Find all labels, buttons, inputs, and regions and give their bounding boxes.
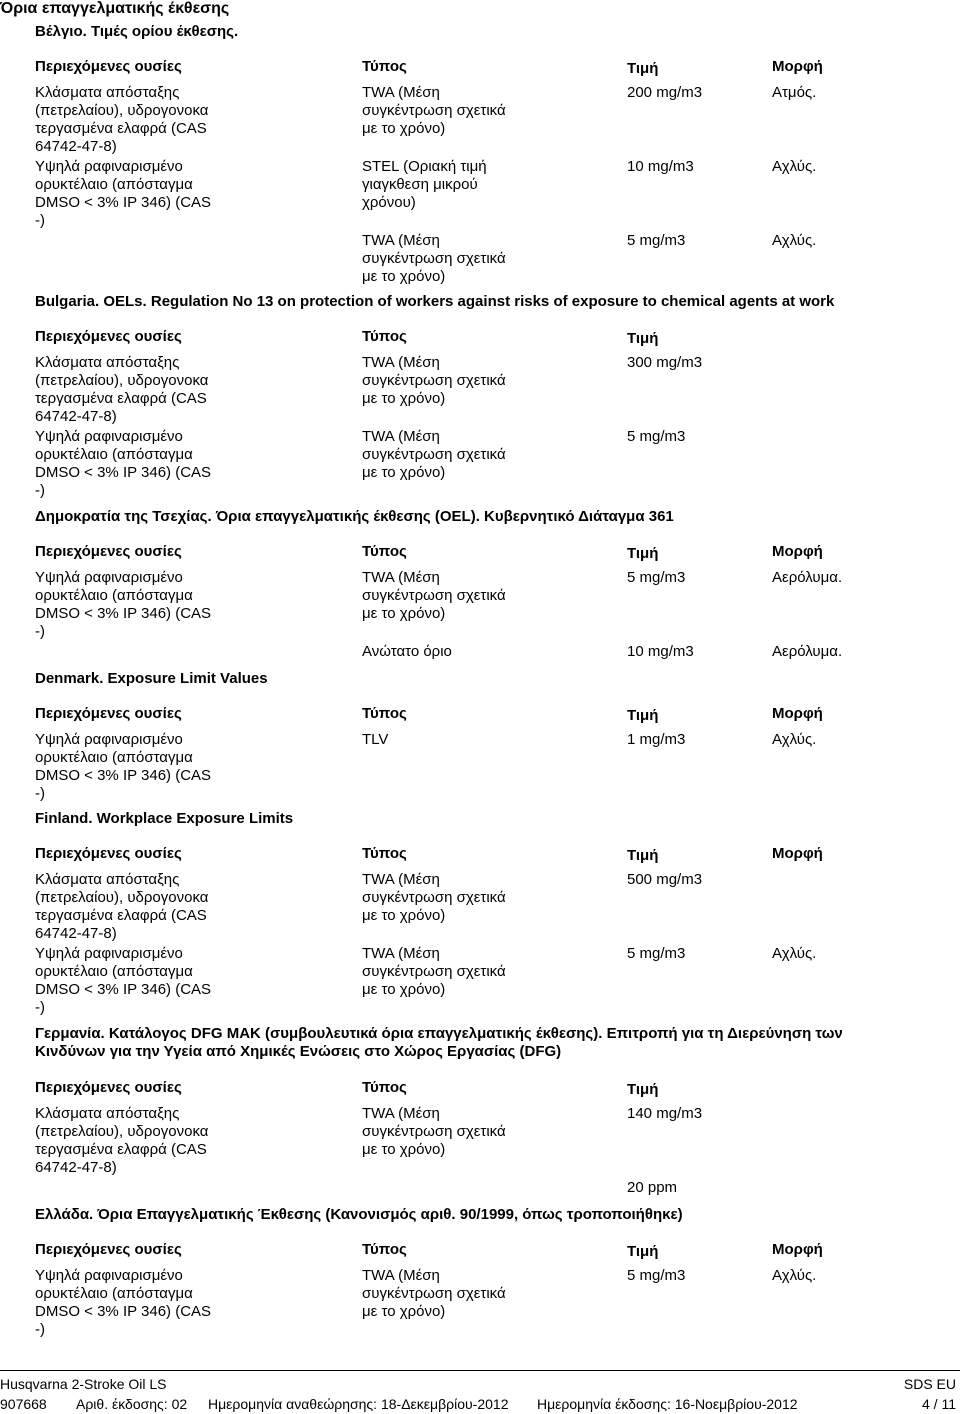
table-cell-type: TWA (Μέση συγκέντρωση σχετικά με το χρόνο): [362, 945, 506, 998]
table-cell-form: Αχλύς.: [772, 232, 817, 249]
footer-issue-number: Αριθ. έκδοσης: 02: [76, 1396, 188, 1412]
table-cell-substance: Υψηλά ραφιναρισμένο ορυκτέλαιο (απόσταγμα DMSO < 3% IP 346) (CAS -): [35, 731, 212, 802]
col-header-substances: Περιεχόμενες ουσίες: [35, 543, 182, 560]
table-cell-value: 5 mg/m3: [627, 1267, 686, 1284]
table-cell-type: TWA (Μέση συγκέντρωση σχετικά με το χρόνο): [362, 1105, 506, 1158]
col-header-form: Μορφή: [772, 845, 823, 862]
section-heading-bulgaria: Bulgaria. OELs. Regulation No 13 on protection of workers against risks of exposure to chemical agents at work: [35, 293, 835, 310]
table-cell-type: TWA (Μέση συγκέντρωση σχετικά με το χρόνο): [362, 232, 506, 285]
table-cell-form: Αχλύς.: [772, 158, 817, 175]
footer-page-number: 4 / 11: [922, 1396, 956, 1412]
col-header-value: Τιμή: [627, 707, 659, 724]
table-cell-type: TWA (Μέση συγκέντρωση σχετικά με το χρόνο): [362, 428, 506, 481]
table-cell-value: 140 mg/m3: [627, 1105, 703, 1122]
col-header-substances: Περιεχόμενες ουσίες: [35, 705, 182, 722]
section-heading-finland: Finland. Workplace Exposure Limits: [35, 810, 294, 827]
table-cell-substance: Υψηλά ραφιναρισμένο ορυκτέλαιο (απόσταγμα DMSO < 3% IP 346) (CAS -): [35, 945, 212, 1016]
table-cell-type: TWA (Μέση συγκέντρωση σχετικά με το χρόνο): [362, 1267, 506, 1320]
table-cell-substance: Κλάσματα απόσταξης (πετρελαίου), υδρογονοκα τεργασμένα ελαφρά (CAS 64742-47-8): [35, 871, 209, 942]
table-cell-type: TLV: [362, 731, 389, 748]
table-cell-form: Αχλύς.: [772, 1267, 817, 1284]
table-cell-substance: Υψηλά ραφιναρισμένο ορυκτέλαιο (απόσταγμα DMSO < 3% IP 346) (CAS -): [35, 569, 212, 640]
section-heading-denmark: Denmark. Exposure Limit Values: [35, 670, 268, 687]
section-heading-czech: Δημοκρατία της Τσεχίας. Όρια επαγγελματικής έκθεσης (OEL). Κυβερνητικό Διάταγμα 361: [35, 508, 674, 525]
table-cell-substance: Υψηλά ραφιναρισμένο ορυκτέλαιο (απόσταγμα DMSO < 3% IP 346) (CAS -): [35, 1267, 212, 1338]
section-heading-belgium: Βέλγιο. Τιμές ορίου έκθεσης.: [35, 23, 239, 40]
footer-doc-type: SDS EU: [903, 1376, 956, 1392]
table-cell-form: Αχλύς.: [772, 945, 817, 962]
table-cell-substance: Κλάσματα απόσταξης (πετρελαίου), υδρογονοκα τεργασμένα ελαφρά (CAS 64742-47-8): [35, 354, 209, 425]
table-cell-value: 10 mg/m3: [627, 643, 694, 660]
col-header-substances: Περιεχόμενες ουσίες: [35, 58, 182, 75]
col-header-substances: Περιεχόμενες ουσίες: [35, 1241, 182, 1258]
col-header-type: Τύπος: [362, 845, 407, 862]
col-header-value: Τιμή: [627, 545, 659, 562]
table-cell-type: TWA (Μέση συγκέντρωση σχετικά με το χρόνο): [362, 84, 506, 137]
col-header-value: Τιμή: [627, 1081, 659, 1098]
col-header-substances: Περιεχόμενες ουσίες: [35, 328, 182, 345]
table-cell-type: STEL (Οριακή τιμή γιαγκθεση μικρού χρόνου): [362, 158, 487, 211]
col-header-type: Τύπος: [362, 705, 407, 722]
col-header-substances: Περιεχόμενες ουσίες: [35, 1079, 182, 1096]
col-header-substances: Περιεχόμενες ουσίες: [35, 845, 182, 862]
footer-issue-date: Ημερομηνία έκδοσης: 16-Νοεμβρίου-2012: [537, 1396, 798, 1412]
table-cell-substance: Κλάσματα απόσταξης (πετρελαίου), υδρογονοκα τεργασμένα ελαφρά (CAS 64742-47-8): [35, 1105, 209, 1176]
col-header-type: Τύπος: [362, 328, 407, 345]
section-heading-greece: Ελλάδα. Όρια Επαγγελματικής Έκθεσης (Κανονισμός αριθ. 90/1999, όπως τροποποιήθηκε): [35, 1206, 683, 1223]
page-title: Όρια επαγγελματικής έκθεσης: [0, 0, 230, 17]
table-cell-form: Αχλύς.: [772, 731, 817, 748]
col-header-form: Μορφή: [772, 705, 823, 722]
footer-product-name: Husqvarna 2-Stroke Oil LS: [0, 1376, 167, 1392]
table-cell-value: 200 mg/m3: [627, 84, 703, 101]
col-header-form: Μορφή: [772, 1241, 823, 1258]
table-cell-value: 20 ppm: [627, 1179, 678, 1196]
col-header-value: Τιμή: [627, 847, 659, 864]
col-header-type: Τύπος: [362, 1079, 407, 1096]
table-cell-value: 5 mg/m3: [627, 232, 686, 249]
table-cell-value: 1 mg/m3: [627, 731, 686, 748]
table-cell-substance: Υψηλά ραφιναρισμένο ορυκτέλαιο (απόσταγμα DMSO < 3% IP 346) (CAS -): [35, 158, 212, 229]
table-cell-form: Ατμός.: [772, 84, 817, 101]
section-heading-germany: Γερμανία. Κατάλογος DFG MAK (συμβουλευτικά όρια επαγγελματικής έκθεσης). Επιτροπή για τη Διερεύνηση των Κινδύνων για την Υγεία από Χημικές Ενώσεις στο Χώρος Εργασίας (DFG): [35, 1025, 843, 1060]
footer-revision-date: Ημερομηνία αναθεώρησης: 18-Δεκεμβρίου-2012: [208, 1396, 509, 1412]
table-cell-substance: Κλάσματα απόσταξης (πετρελαίου), υδρογονοκα τεργασμένα ελαφρά (CAS 64742-47-8): [35, 84, 209, 155]
footer-doc-number: 907668: [0, 1396, 47, 1412]
col-header-form: Μορφή: [772, 58, 823, 75]
col-header-type: Τύπος: [362, 1241, 407, 1258]
table-cell-substance: Υψηλά ραφιναρισμένο ορυκτέλαιο (απόσταγμα DMSO < 3% IP 346) (CAS -): [35, 428, 212, 499]
table-cell-form: Αερόλυμα.: [772, 569, 843, 586]
table-cell-type: TWA (Μέση συγκέντρωση σχετικά με το χρόνο): [362, 569, 506, 622]
col-header-value: Τιμή: [627, 60, 659, 77]
table-cell-form: Αερόλυμα.: [772, 643, 843, 660]
table-cell-value: 5 mg/m3: [627, 945, 686, 962]
col-header-value: Τιμή: [627, 330, 659, 347]
table-cell-type: TWA (Μέση συγκέντρωση σχετικά με το χρόνο): [362, 871, 506, 924]
table-cell-value: 5 mg/m3: [627, 428, 686, 445]
footer-divider: [0, 1370, 960, 1371]
table-cell-value: 10 mg/m3: [627, 158, 694, 175]
table-cell-type: Ανώτατο όριο: [362, 643, 452, 660]
table-cell-value: 300 mg/m3: [627, 354, 703, 371]
col-header-form: Μορφή: [772, 543, 823, 560]
table-cell-type: TWA (Μέση συγκέντρωση σχετικά με το χρόνο): [362, 354, 506, 407]
table-cell-value: 5 mg/m3: [627, 569, 686, 586]
col-header-type: Τύπος: [362, 543, 407, 560]
table-cell-value: 500 mg/m3: [627, 871, 703, 888]
col-header-type: Τύπος: [362, 58, 407, 75]
col-header-value: Τιμή: [627, 1243, 659, 1260]
